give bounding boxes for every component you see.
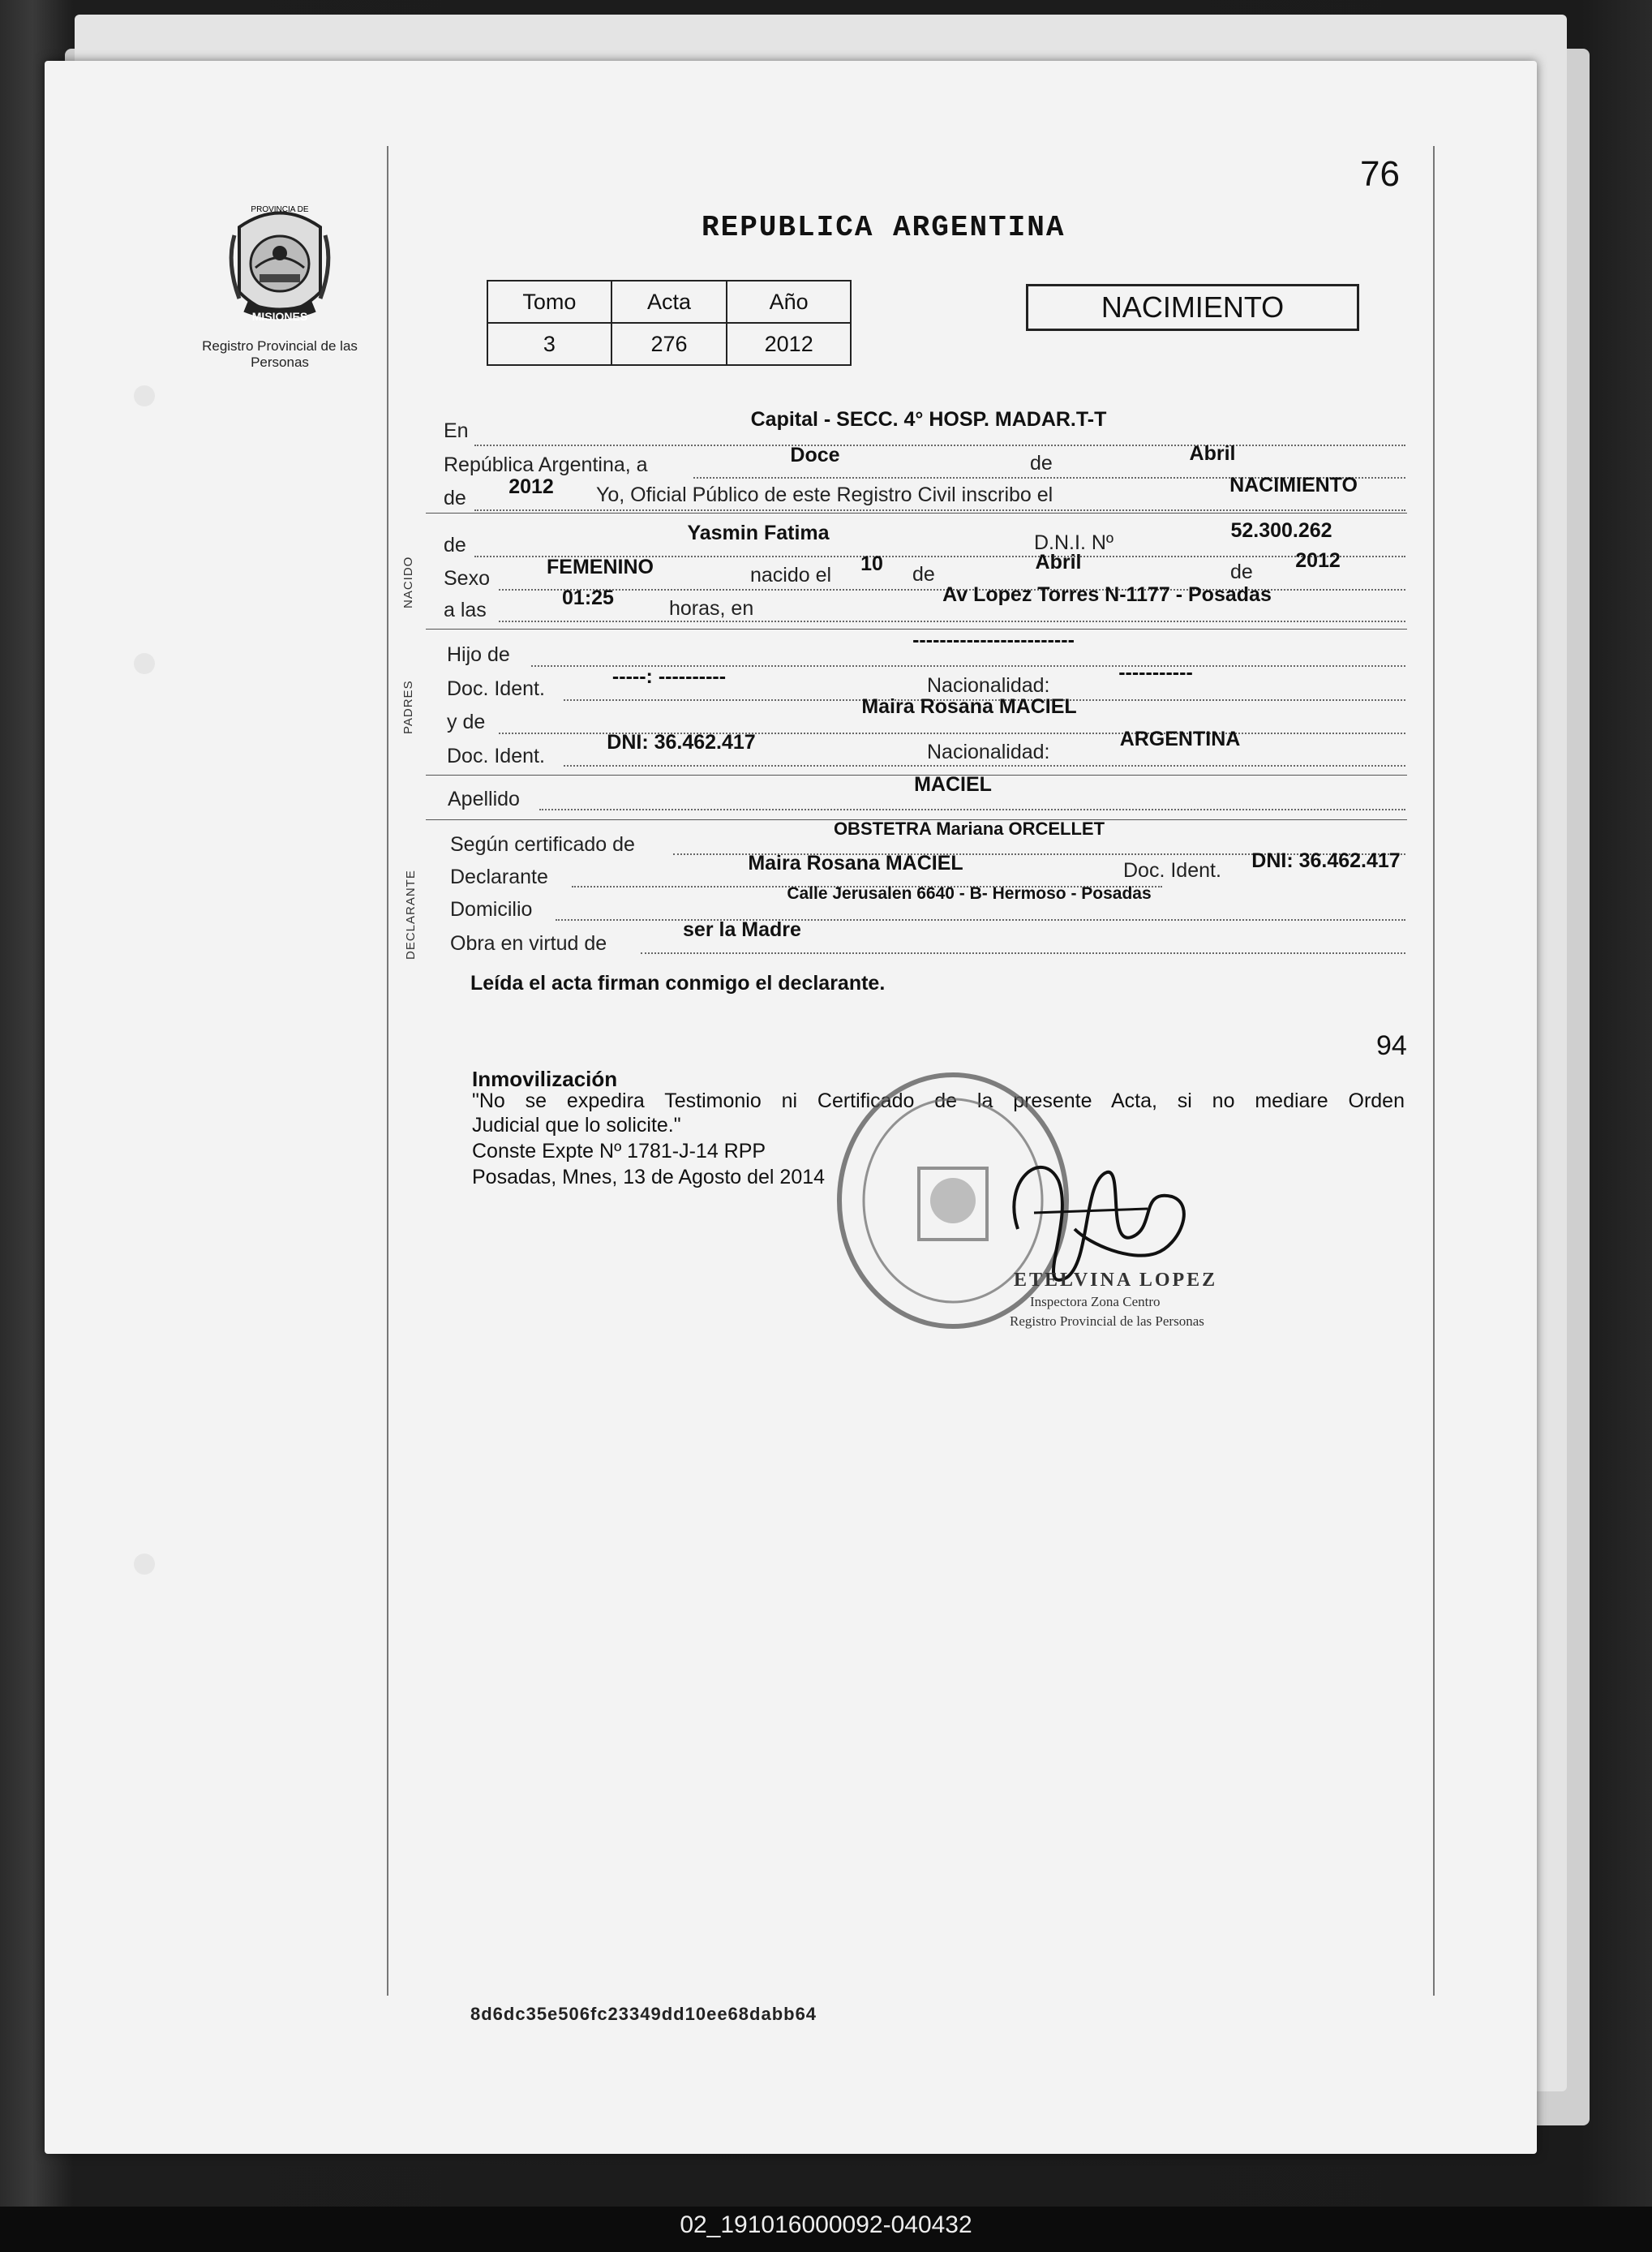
section-label-nacido: NACIDO xyxy=(401,556,415,608)
signature-role: Inspectora Zona Centro xyxy=(1030,1294,1161,1309)
value-anio: 2012 xyxy=(508,475,554,498)
label-nacido-el: nacido el xyxy=(750,564,832,587)
value-nac-dia: 10 xyxy=(860,552,883,575)
value-certificado: OBSTETRA Mariana ORCELLET xyxy=(833,819,1105,839)
document-title: REPUBLICA ARGENTINA xyxy=(702,211,1066,244)
dotline xyxy=(474,509,1405,511)
section-label-padres: PADRES xyxy=(401,680,415,734)
label-de: de xyxy=(912,563,935,586)
dotline xyxy=(499,621,1405,622)
document-type-box: NACIMIENTO xyxy=(1026,284,1359,331)
acta-table-cell: 3 xyxy=(487,323,611,365)
signature-org: Registro Provincial de las Personas xyxy=(1010,1313,1204,1329)
value-sexo: FEMENINO xyxy=(547,556,654,578)
annotation-title: Inmovilización xyxy=(472,1067,618,1091)
section-label-declarante: DECLARANTE xyxy=(404,870,418,960)
value-acto: NACIMIENTO xyxy=(1229,474,1358,496)
label-nacionalidad: Nacionalidad: xyxy=(927,674,1050,697)
value-declarante: Maira Rosana MACIEL xyxy=(748,852,963,875)
value-apellido: MACIEL xyxy=(914,773,992,796)
seal-top-text: PROVINCIA DE xyxy=(251,205,309,214)
value-padre-doc: -----: ---------- xyxy=(611,665,727,688)
value-dia: Doce xyxy=(790,444,840,466)
punch-hole xyxy=(134,653,155,674)
acta-table-header-row xyxy=(487,281,851,323)
label-yo-oficial: Yo, Oficial Público de este Registro Civil inscribo el xyxy=(596,483,1053,506)
acta-table xyxy=(487,280,852,366)
value-mes: Abril xyxy=(1189,442,1236,465)
annotation-line: "No se expedira Testimonio ni Certificado de la presente Acta, si no mediare Orden xyxy=(472,1089,1405,1112)
annotation-line: Judicial que lo solicite." xyxy=(472,1114,681,1137)
value-domicilio: Calle Jerusalen 6640 - B- Hermoso - Posadas xyxy=(787,884,1152,903)
label-doc-ident: Doc. Ident. xyxy=(1123,859,1221,882)
label-domicilio: Domicilio xyxy=(450,898,533,921)
label-nacionalidad: Nacionalidad: xyxy=(927,741,1050,763)
value-lugar-nac: Av Lopez Torres N-1177 - Posadas xyxy=(942,583,1272,606)
label-de: de xyxy=(1230,561,1253,583)
page-number: 76 xyxy=(1360,154,1400,194)
label-hijo-de: Hijo de xyxy=(447,643,510,666)
label-de: de xyxy=(1030,452,1053,475)
signature-name: ETELVINA LOPEZ xyxy=(1014,1270,1218,1291)
value-padre: ------------------------ xyxy=(912,629,1075,651)
acta-table-value-row xyxy=(487,323,851,365)
left-margin-line xyxy=(387,146,388,1996)
value-nombre: Yasmin Fatima xyxy=(687,522,830,544)
dotline xyxy=(641,952,1405,954)
label-sexo: Sexo xyxy=(444,567,490,590)
birth-certificate-page xyxy=(45,61,1537,2154)
value-nac-mes: Abril xyxy=(1035,551,1082,574)
punch-hole xyxy=(134,1554,155,1575)
label-republica: República Argentina, a xyxy=(444,453,648,476)
annotation-number: 94 xyxy=(1376,1030,1407,1061)
registry-name: Registro Provincial de las Personas xyxy=(202,338,358,370)
label-doc-ident: Doc. Ident. xyxy=(447,745,545,767)
label-doc-ident: Doc. Ident. xyxy=(447,677,545,700)
label-a-las: a las xyxy=(444,599,487,621)
label-y-de: y de xyxy=(447,711,486,733)
section-rule xyxy=(426,513,1407,514)
dotline xyxy=(564,765,1405,767)
acta-table-cell: 276 xyxy=(611,323,727,365)
closing-statement: Leída el acta firman conmigo el declarante. xyxy=(470,972,886,995)
value-nac-anio: 2012 xyxy=(1295,549,1341,572)
acta-table-header: Año xyxy=(727,281,851,323)
value-hora: 01:25 xyxy=(562,587,614,609)
value-obra: ser la Madre xyxy=(683,918,801,941)
punch-hole xyxy=(134,385,155,406)
label-en: En xyxy=(444,419,469,442)
label-segun: Según certificado de xyxy=(450,833,635,856)
value-dni: 52.300.262 xyxy=(1230,519,1332,542)
label-obra: Obra en virtud de xyxy=(450,932,607,955)
label-dni: D.N.I. Nº xyxy=(1034,531,1114,554)
acta-table-header: Acta xyxy=(611,281,727,323)
seal-bottom-text: MISIONES xyxy=(251,310,308,323)
value-padre-nac: ----------- xyxy=(1118,661,1193,684)
document-hash: 8d6dc35e506fc23349dd10ee68dabb64 xyxy=(470,2004,817,2024)
right-margin-line xyxy=(1433,146,1435,1996)
annotation-line: Conste Expte Nº 1781-J-14 RPP xyxy=(472,1140,766,1163)
acta-table-header: Tomo xyxy=(487,281,611,323)
annotation-line: Posadas, Mnes, 13 de Agosto del 2014 xyxy=(472,1166,826,1188)
value-madre: Maira Rosana MACIEL xyxy=(861,695,1077,718)
label-de: de xyxy=(444,534,466,557)
label-horas-en: horas, en xyxy=(669,597,754,620)
label-de: de xyxy=(444,487,466,509)
acta-table-cell: 2012 xyxy=(727,323,851,365)
value-madre-doc: DNI: 36.462.417 xyxy=(607,731,756,754)
dotline xyxy=(539,809,1405,810)
value-madre-nac: ARGENTINA xyxy=(1119,728,1241,750)
label-declarante: Declarante xyxy=(450,866,548,888)
value-declarante-doc: DNI: 36.462.417 xyxy=(1251,849,1401,872)
footer-file-id: 02_191016000092-040432 xyxy=(680,2211,972,2238)
label-apellido: Apellido xyxy=(448,788,520,810)
value-lugar: Capital - SECC. 4° HOSP. MADAR.T-T xyxy=(750,408,1107,431)
